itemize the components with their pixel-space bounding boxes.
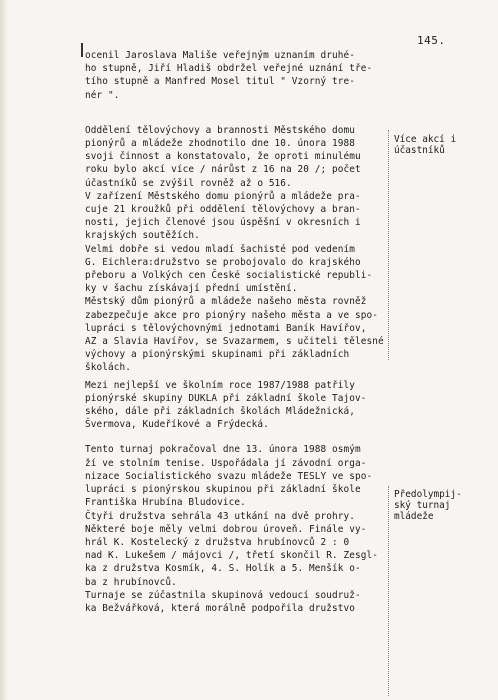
text-line: G. Eichlera:družstvo se probojovalo do krajského [85,256,361,268]
paragraph-tournament [85,443,385,615]
text-line: AZ a Slavia Havířov, se Svazarmem, s učiteli tělesné [85,336,384,348]
margin-note-text: Více akcí i účastníků [394,134,457,156]
text-line: ky v šachu získávají přední umístění. [85,283,298,295]
text-line: Mezi nejlepší ve školním roce 1987/1988 patřily [85,379,355,391]
text-line: ka z družstva Kosmík, 4. S. Holík a 5. Menšík o- [85,563,361,575]
main-text-column [85,49,385,615]
text-line: ží ve stolním tenise. Uspořádala jí závodní orga- [85,457,367,469]
margin-divider [388,486,389,696]
margin-note-more-events [394,134,494,156]
text-line: krajských soutěžích. [85,230,200,242]
text-line: přeboru a Volkých cen České socialistické republi- [85,270,373,282]
text-line: nosti, jejich členové jsou úspěšní v okresních i [85,217,361,229]
margin-tick-mark [81,43,83,57]
text-line: cuje 21 kroužků při oddělení tělovýchovy a bran- [85,204,361,216]
text-line: ka Bežvářková, která morálně podpořila družstvo [85,602,355,614]
text-line: tího stupně a Manfred Mosel titul " Vzorný tre- [85,76,355,88]
text-line: nér ". [85,89,120,101]
text-line: V zařízení Městského domu pionýrů a mládeže pra- [85,190,361,202]
margin-divider [388,130,389,360]
text-line: školách. [85,362,131,374]
text-line: Velmi dobře si vedou mladí šachisté pod vedením [85,243,355,255]
text-line: svoji činnost a konstatovalo, že oproti minulému [85,151,361,163]
paragraph-pioneer-house [85,124,385,432]
text-line: Čtyři družstva sehrála 43 utkání na dvě prohry. [85,510,355,522]
text-line: lupráci s tělovýchovnými jednotami Baník Havířov, [85,322,367,334]
text-line: ocenil Jaroslava Mališe veřejným uznaním druhé- [85,50,355,61]
text-line: lupráci s pionýrskou skupinou při základní škole [85,484,361,496]
text-line: Některé boje měly velmi dobrou úroveň. Finále vy- [85,523,367,535]
text-line: Oddělení tělovýchovy a brannosti Městského domu [85,124,355,136]
text-line: ského, dále při základních školách Mládežnická, [85,406,355,418]
page-number: 145. [417,34,446,47]
text-line: pionýrské skupiny DUKLA při základní škole Tajov- [85,392,367,404]
text-line: ba z hrubínovců. [85,576,177,588]
text-line: účastníků se zvýšil rovněž až o 516. [85,177,292,189]
text-line: hrál K. Kostelecký z družstva hrubínovců 2 : 0 [85,536,350,548]
text-line: Františka Hrubína Bludovice. [85,497,246,509]
text-line: zabezpečuje akce pro pionýry našeho města a ve spo- [85,309,378,321]
text-line: Městský dům pionýrů a mládeže našeho města rovněž [85,296,367,308]
text-line: ho stupně, Jiří Hladiš obdržel veřejné uznání tře- [85,63,373,75]
scan-edge-shadow [0,0,8,700]
paragraph-gap [85,102,385,124]
text-line: Tento turnaj pokračoval dne 13. února 1988 osmým [85,444,361,456]
margin-note-text: Předolympij- ský turnaj mládeže [394,489,462,522]
text-line: Švermova, Kudeříkové a Frýdecká. [85,419,269,431]
text-line: Turnaje se zúčastnila skupinová vedoucí soudruž- [85,589,361,601]
text-line: nizace Socialistického svazu mládeže TESLY ve spo- [85,470,373,482]
text-line: nad K. Lukešem / májovci /, třetí skončil R. Zesgl- [85,550,378,562]
text-line: roku bylo akcí více / nárůst z 16 na 20 /; počet [85,164,361,176]
text-line: pionýrů a mládeže zhodnotilo dne 10. února 1988 [85,138,355,150]
margin-note-pre-olympic-tournament [394,489,494,522]
paragraph-award [85,49,385,102]
text-line: výchovy a pionýrskými skupinami při základních [85,349,350,361]
paragraph-gap [85,431,385,443]
